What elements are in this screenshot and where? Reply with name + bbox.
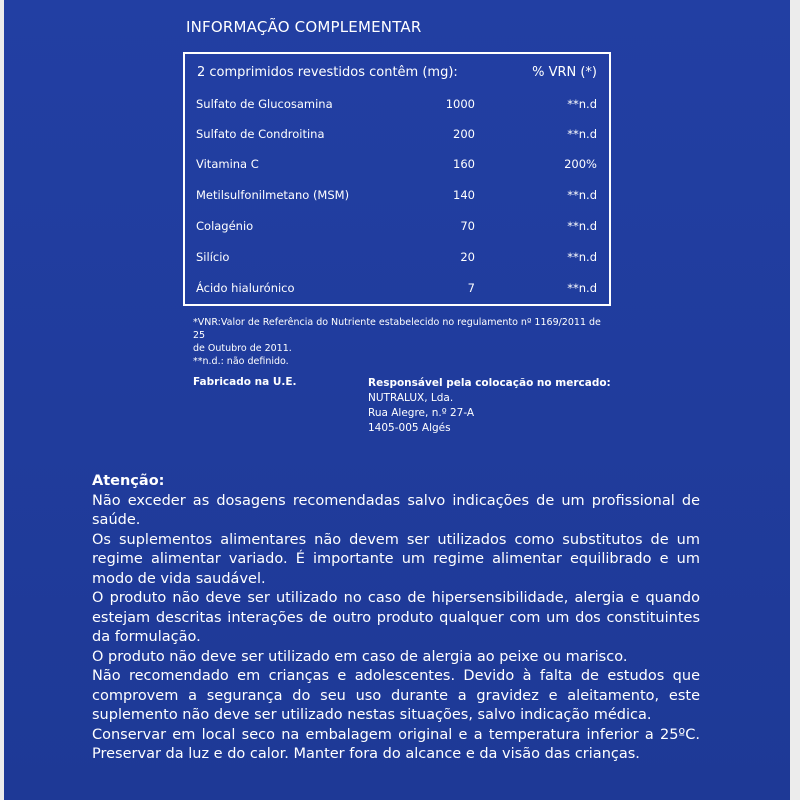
ingredient-vrn: **n.d [567, 127, 597, 141]
table-row [185, 219, 609, 239]
table-row [185, 127, 609, 147]
warning-paragraph: Conservar em local seco na embalagem original e a temperatura inferior a 25ºC. Preservar da luz e do calor. Manter fora do alcance e da visão das crianças. [92, 726, 700, 762]
footnote-vnr: *VNR:Valor de Referência do Nutriente estabelecido no regulamento nº 1169/2011 de 25 [193, 317, 601, 341]
ingredient-name: Metilsulfonilmetano (MSM) [196, 188, 350, 202]
warnings-section [92, 472, 700, 765]
table-row [185, 281, 609, 301]
ingredient-vrn: **n.d [567, 250, 597, 264]
footnote-vnr-cont: de Outubro de 2011. [193, 343, 292, 354]
warning-paragraph: Não recomendado em crianças e adolescentes. Devido à falta de estudos que comprovem a segurança do seu uso durante a gravidez e aleitamento, este suplemento não deve ser utilizado nestas situações, salvo indicação médica. [92, 668, 700, 723]
footnotes [193, 316, 613, 368]
ingredient-quantity: 70 [460, 219, 475, 233]
warning-paragraph: Os suplementos alimentares não devem ser utilizados como substitutos de um regime alimentar variado. É importante um regime alimentar equilibrado e um modo de vida saudável. [92, 531, 700, 587]
table-row [185, 97, 609, 117]
warning-paragraph: Não exceder as dosagens recomendadas salvo indicações de um profissional de saúde. [92, 492, 700, 528]
page-edge-left [0, 0, 4, 800]
table-row [185, 157, 609, 177]
ingredient-quantity: 7 [467, 281, 475, 295]
table-row [185, 188, 609, 208]
warning-paragraph: O produto não deve ser utilizado no caso de hipersensibilidade, alergia e quando estejam descritas interações de outro produto qualquer com um dos constituintes da formulação. [92, 590, 700, 645]
ingredient-vrn: **n.d [567, 281, 597, 295]
ingredient-name: Ácido hialurónico [196, 281, 295, 295]
section-title: INFORMAÇÃO COMPLEMENTAR [186, 18, 422, 36]
ingredient-quantity: 200 [453, 127, 475, 141]
ingredient-vrn: **n.d [567, 219, 597, 233]
ingredient-vrn: **n.d [567, 97, 597, 111]
ingredient-name: Sulfato de Condroitina [196, 127, 325, 141]
company-city: 1405-005 Algés [368, 422, 451, 434]
ingredient-quantity: 140 [453, 188, 475, 202]
responsible-party [368, 376, 611, 436]
company-name: NUTRALUX, Lda. [368, 392, 454, 404]
ingredient-quantity: 1000 [445, 97, 475, 111]
ingredient-name: Vitamina C [196, 157, 259, 171]
ingredient-name: Colagénio [196, 219, 254, 233]
table-row [185, 250, 609, 270]
nutrition-table [183, 52, 611, 306]
ingredient-name: Sulfato de Glucosamina [196, 97, 333, 111]
company-street: Rua Alegre, n.º 27-A [368, 407, 475, 419]
ingredient-quantity: 160 [453, 157, 475, 171]
warning-paragraph: O produto não deve ser utilizado em caso de alergia ao peixe ou marisco. [92, 648, 628, 665]
ingredient-vrn: 200% [564, 157, 597, 171]
table-header-right: % VRN (*) [532, 65, 597, 80]
ingredient-quantity: 20 [460, 250, 475, 264]
ingredient-name: Silício [196, 250, 230, 264]
responsible-heading: Responsável pela colocação no mercado: [368, 377, 611, 389]
table-header-left: 2 comprimidos revestidos contêm (mg): [197, 65, 458, 80]
manufacturer-note: Fabricado na U.E. [193, 376, 297, 388]
footnote-nd: **n.d.: não definido. [193, 356, 289, 367]
ingredient-vrn: **n.d [567, 188, 597, 202]
warnings-heading: Atenção: [92, 473, 165, 489]
page-edge-right [790, 0, 800, 800]
